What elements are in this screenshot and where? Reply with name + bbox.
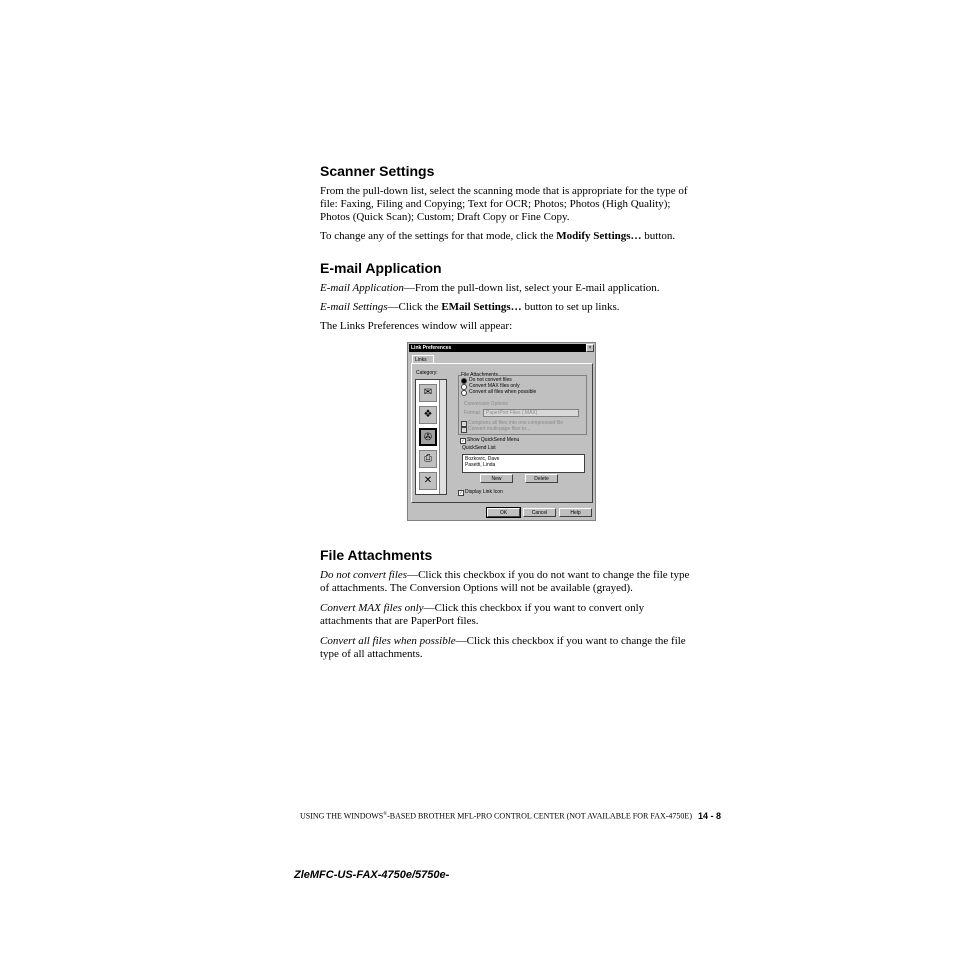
scanner-settings-paragraph: From the pull-down list, select the scanning mode that is appropriate for the type of file: Faxing, Filing and Copying; Text for OCR; Photos; Photos (High Quality); Photos (Quick Scan); Custom; Draft Copy or Fine Copy.	[320, 185, 688, 223]
new-button[interactable]: New	[480, 474, 513, 483]
modify-settings-paragraph	[320, 230, 692, 243]
email-settings-label: EMail Settings…	[441, 301, 522, 313]
links-window-paragraph: The Links Preferences window will appear:	[320, 320, 513, 332]
convert-all-radio[interactable]	[461, 390, 467, 396]
text-run: —Click this checkbox if you do not want to change the file type of attachments. The Conversion Options will not be available (grayed).	[320, 569, 690, 594]
multipage-checkbox[interactable]	[461, 427, 467, 433]
term: Do not convert files	[320, 569, 408, 581]
show-menu-label: Show QuickSend Menu	[467, 437, 520, 443]
convert-all-paragraph	[320, 635, 692, 661]
category-list[interactable]	[415, 379, 447, 495]
footer-text: -BASED BROTHER MFL-PRO CONTROL CENTER (NOT AVAILABLE FOR FAX-4750E)	[387, 811, 692, 821]
page-number: 14 - 8	[697, 810, 721, 821]
show-quicksend-checkbox[interactable]: ✓	[461, 438, 465, 443]
format-label: Format	[464, 410, 480, 416]
display-link-icon-checkbox[interactable]: ✓	[459, 490, 463, 495]
email-settings-paragraph	[320, 301, 692, 314]
category-scrollbar[interactable]	[439, 380, 446, 494]
file-attachments-heading: File Attachments	[320, 547, 433, 563]
quicksend-list-label: QuickSend List	[462, 445, 496, 451]
doc-category-icon[interactable]: ❖	[419, 406, 437, 424]
term: Convert all files when possible	[320, 635, 456, 647]
link-preferences-dialog	[407, 342, 596, 521]
category-label: Category:	[416, 370, 438, 376]
gray2-label: Convert multi-page files to...	[468, 426, 531, 432]
term: E-mail Settings	[320, 301, 388, 313]
tab-links[interactable]: Links	[412, 355, 434, 364]
list-item[interactable]: Bozkovic, Dave	[465, 456, 500, 462]
fax-category-icon[interactable]: ✕	[419, 472, 437, 490]
radio3-label: Convert all files when possible	[469, 389, 537, 395]
footer-text: USING THE WINDOWS	[300, 811, 384, 821]
cancel-button[interactable]: Cancel	[523, 508, 556, 517]
modify-settings-label: Modify Settings…	[556, 230, 642, 242]
radio2-label: Convert MAX files only	[469, 383, 520, 389]
text-run: —Click the	[387, 301, 442, 313]
registered-mark: ®	[383, 812, 388, 817]
delete-button[interactable]: Delete	[525, 474, 558, 483]
page-footer	[300, 810, 721, 822]
group-label: File Attachments	[461, 372, 498, 378]
do-not-convert-paragraph	[320, 569, 692, 595]
email-application-heading: E-mail Application	[320, 260, 442, 276]
scanner-settings-heading: Scanner Settings	[320, 163, 435, 179]
model-identifier: ZleMFC-US-FAX-4750e/5750e-	[294, 869, 450, 881]
attachment-category-icon[interactable]: ✇	[419, 428, 437, 446]
list-item[interactable]: Pasetti, Linda	[465, 462, 496, 468]
email-application-paragraph	[320, 282, 692, 295]
quicksend-list[interactable]	[462, 454, 585, 473]
ok-button[interactable]: OK	[487, 508, 520, 517]
email-category-icon[interactable]: ✉	[419, 384, 437, 402]
text-run: button to set up links.	[521, 301, 620, 313]
term: Convert MAX files only	[320, 602, 424, 614]
display-icon-label: Display Link Icon	[465, 489, 503, 495]
term: E-mail Application	[320, 282, 404, 294]
text-run: —Click this checkbox if you want to change the file type of all attachments.	[320, 635, 686, 660]
text-run: button.	[641, 230, 676, 242]
radio1-label: Do not convert files	[469, 377, 512, 383]
printer-category-icon[interactable]: ⎙	[419, 450, 437, 468]
gray1-label: Compress all files into one compressed file	[468, 420, 564, 426]
text-run: —Click this checkbox if you want to convert only attachments that are PaperPort files.	[320, 602, 645, 627]
help-button[interactable]: Help	[559, 508, 592, 517]
format-dropdown[interactable]: PaperPort Files (.MAX)	[483, 409, 579, 417]
dialog-title: Link Preferences	[409, 344, 594, 352]
convert-max-paragraph	[320, 602, 692, 628]
text-run: —From the pull-down list, select your E-mail application.	[403, 282, 660, 294]
conversion-options-label: Conversion Options	[464, 401, 508, 407]
close-icon[interactable]: ×	[586, 344, 594, 352]
text-run: To change any of the settings for that mode, click the	[320, 230, 557, 242]
